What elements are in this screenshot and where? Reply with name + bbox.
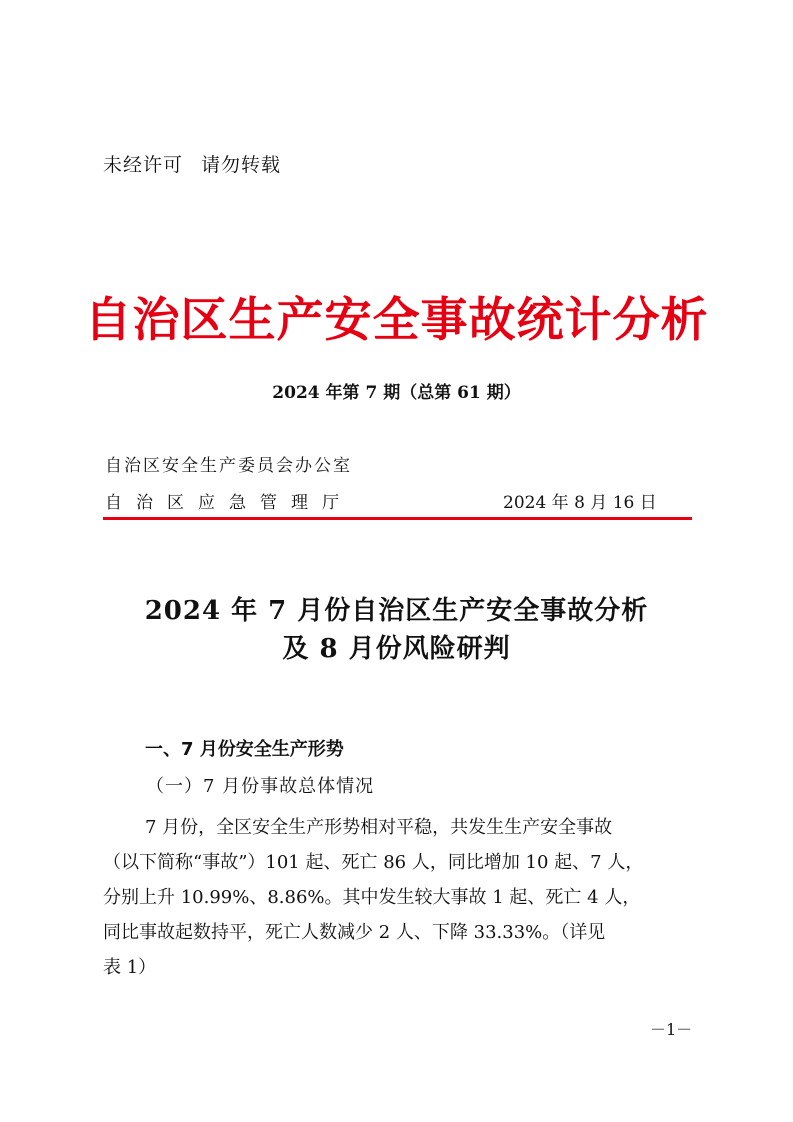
article-title-line1: 2024 年 7 月份自治区生产安全事故分析 — [144, 596, 649, 626]
paragraph-line: （以下简称“事故”）101 起、死亡 86 人，同比增加 10 起、7 人， — [103, 852, 644, 873]
page-number: －1－ — [650, 1020, 693, 1039]
reprint-notice — [103, 150, 281, 177]
publication-date: 2024 年 8 月 16 日 — [503, 493, 657, 513]
paragraph-line: 分别上升 10.99%、8.86%。其中发生较大事故 1 起、死亡 4 人， — [103, 887, 641, 908]
issuer-office-1: 自治区安全生产委员会办公室 — [105, 456, 352, 476]
section-heading: 一、7 月份安全生产形势 — [145, 739, 344, 760]
paragraph-line: 表 1） — [103, 957, 157, 978]
issue-number: 2024 年第 7 期（总第 61 期） — [272, 383, 521, 403]
red-divider — [103, 517, 692, 520]
publication-title: 自治区生产安全事故统计分析 — [84, 293, 709, 348]
notice-part1: 未经许可 — [103, 154, 184, 176]
article-title-line2: 及 8 月份风险研判 — [282, 634, 511, 664]
paragraph-line: 7 月份，全区安全生产形势相对平稳，共发生生产安全事故 — [145, 817, 613, 838]
issuer-office-2: 自治区应急管理厅 — [105, 493, 353, 513]
subsection-heading: （一）7 月份事故总体情况 — [146, 776, 375, 797]
notice-part2: 请勿转载 — [201, 154, 282, 176]
paragraph-line: 同比事故起数持平，死亡人数减少 2 人、下降 33.33%。（详见 — [103, 922, 606, 943]
